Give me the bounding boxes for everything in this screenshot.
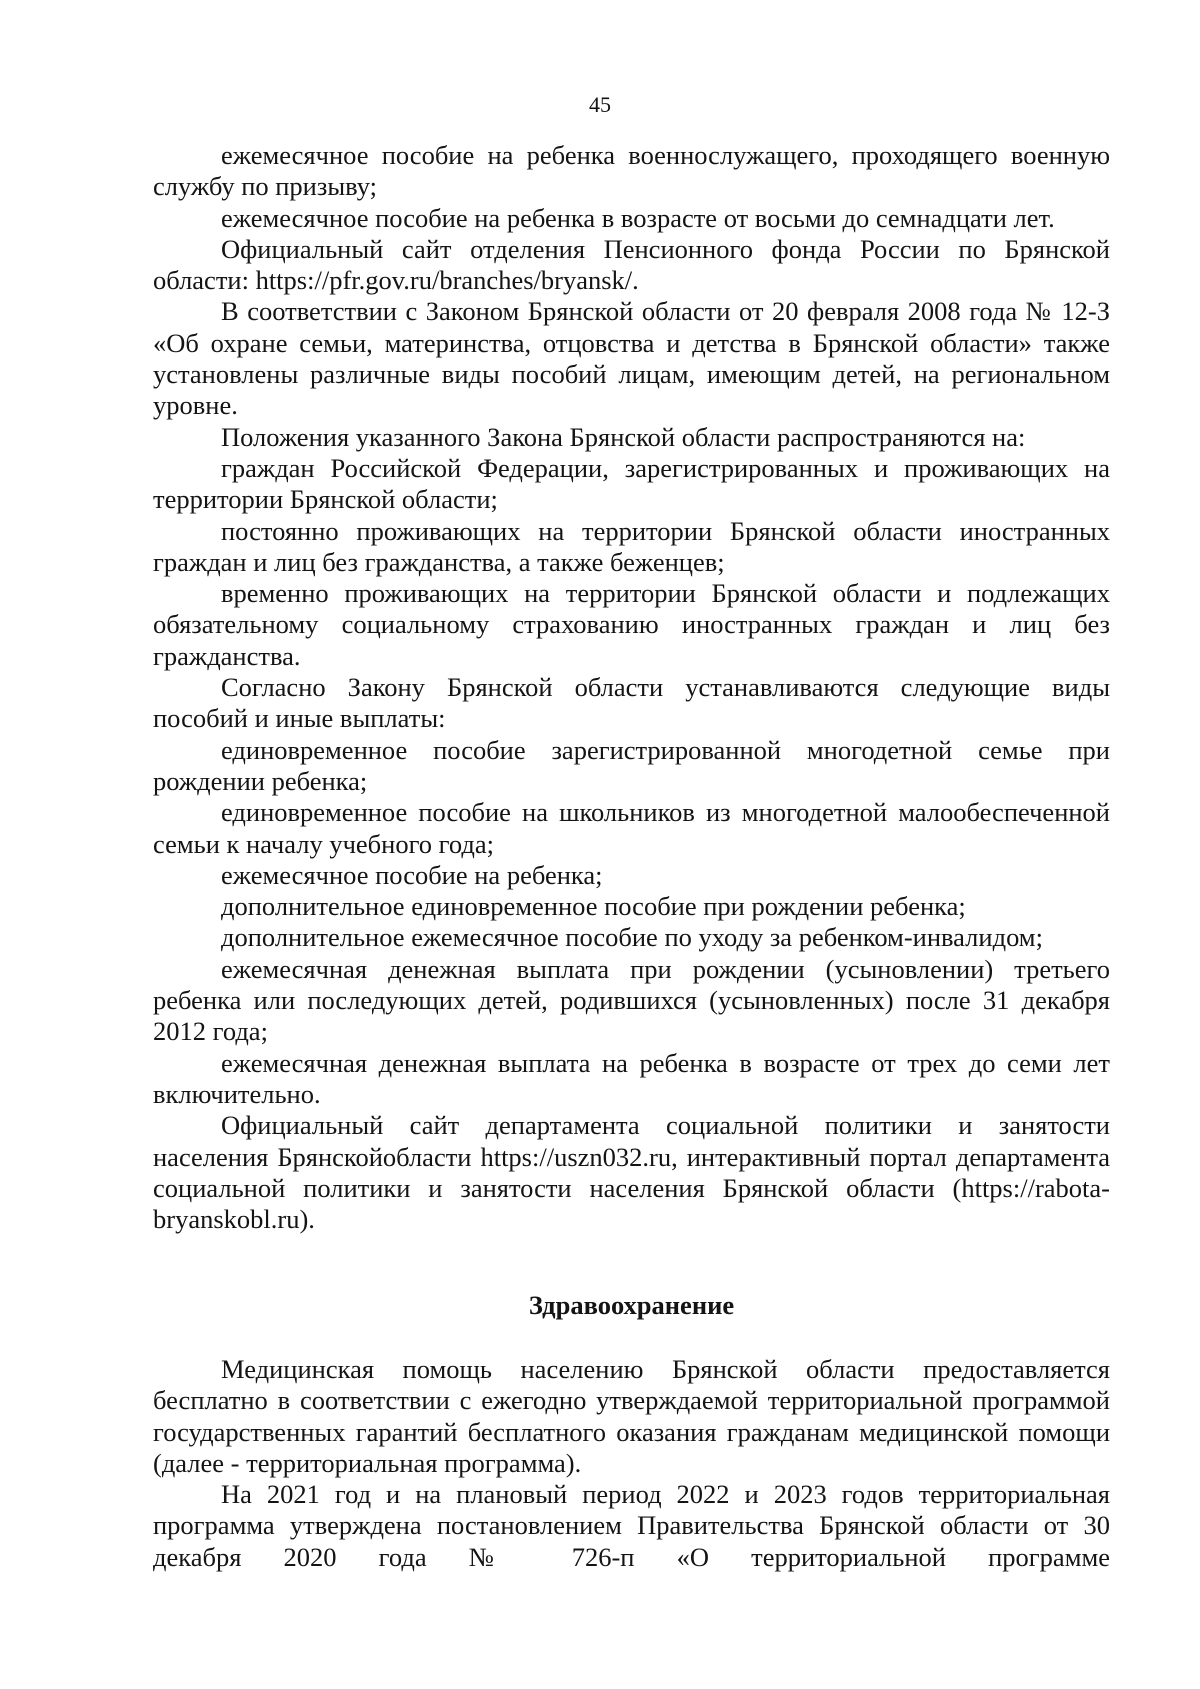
paragraph: ежемесячная денежная выплата на ребенка в возрасте от трех до семи лет включительно. — [153, 1047, 1110, 1109]
paragraph: Официальный сайт отделения Пенсионного фонда России по Брянской области: https://pfr.gov.ru/branches/bryansk/. — [153, 233, 1110, 296]
paragraph: Положения указанного Закона Брянской области распространяются на: — [221, 421, 1026, 452]
paragraph: ежемесячное пособие на ребенка в возрасте от восьми до семнадцати лет. — [221, 202, 1055, 233]
paragraph: ежемесячное пособие на ребенка; — [221, 859, 603, 890]
paragraph: единовременное пособие зарегистрированной многодетной семье при рождении ребенка; — [153, 734, 1110, 796]
paragraph: единовременное пособие на школьников из многодетной малообеспеченной семьи к началу учебного года; — [153, 797, 1110, 859]
body-text-section — [153, 1354, 1110, 1573]
paragraph: временно проживающих на территории Брянской области и подлежащих обязательному социальному страхованию иностранных граждан и лиц без гражданства. — [153, 578, 1110, 671]
paragraph: постоянно проживающих на территории Брянской области иностранных граждан и лиц без гражданства, а также беженцев; — [153, 515, 1110, 577]
paragraph: Медицинская помощь населению Брянской области предоставляется бесплатно в соответствии с ежегодно утверждаемой территориальной программой государственных гарантий бесплатного оказания гражданам медицинской помощи (далее - территориальная программа). — [153, 1354, 1110, 1478]
paragraph: граждан Российской Федерации, зарегистрированных и проживающих на территории Брянской области; — [153, 452, 1110, 515]
paragraph: дополнительное единовременное пособие при рождении ребенка; — [221, 891, 966, 922]
paragraph: В соответствии с Законом Брянской области от 20 февраля 2008 года № 12-З «Об охране семьи, материнства, отцовства и детства в Брянской области» также установлены различные виды пособий лицам, имеющим детей, на региональном уровне. — [153, 296, 1110, 421]
paragraph: На 2021 год и на плановый период 2022 и 2023 годов территориальная программа утверждена постановлением Правительства Брянской области от 30 декабря 2020 года № 726-п «О территориальной программе — [153, 1479, 1110, 1572]
page-number: 45 — [589, 92, 611, 117]
paragraph: ежемесячное пособие на ребенка военнослужащего, проходящего военную службу по призыву; — [153, 140, 1110, 202]
paragraph: ежемесячная денежная выплата при рождении (усыновлении) третьего ребенка или последующих детей, родившихся (усыновленных) после 31 декабря 2012 года; — [153, 953, 1110, 1047]
paragraph: Согласно Закону Брянской области устанавливаются следующие виды пособий и иные выплаты: — [153, 672, 1110, 734]
body-text-top — [153, 140, 1110, 1235]
paragraph: дополнительное ежемесячное пособие по уходу за ребенком-инвалидом; — [221, 922, 1043, 953]
paragraph: Официальный сайт департамента социальной политики и занятости населения Брянскойобласти https://uszn032.ru, интерактивный портал департамента социальной политики и занятости населения Брянской области (https://rabota-bryanskobl.ru). — [153, 1110, 1110, 1235]
section-heading: Здравоохранение — [528, 1290, 735, 1320]
